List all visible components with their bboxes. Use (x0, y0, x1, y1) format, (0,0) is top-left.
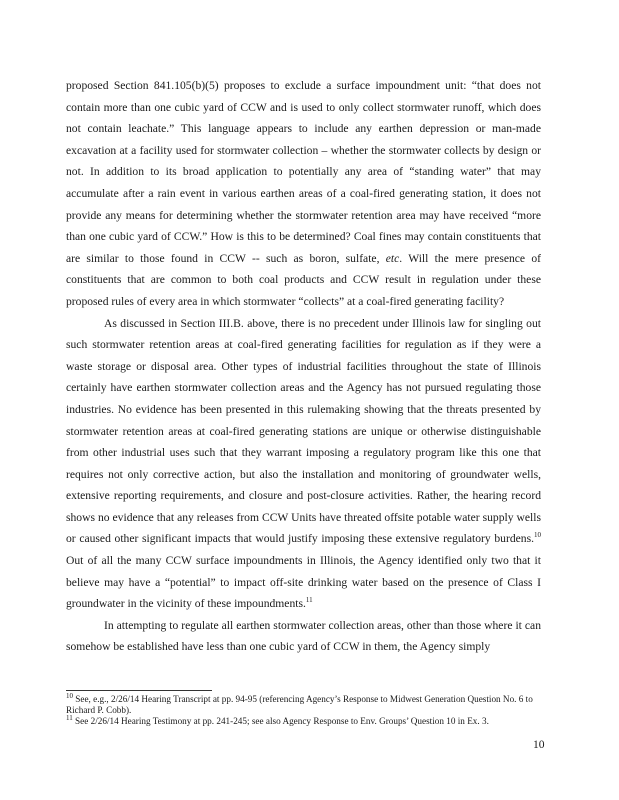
page-number: 10 (533, 738, 545, 751)
paragraph-2-end: Out of all the many CCW surface impoundments in Illinois, the Agency identified only two that it believe may have a “potential” to impact off-site drinking water based on the presence of Class I groundwater in the vicinity of these impoundments. (66, 554, 541, 611)
etc-text: etc (385, 251, 400, 265)
footnote-marker: 11 (66, 714, 73, 723)
paragraph-1 (66, 75, 541, 313)
footnote-text: See 2/26/14 Hearing Testimony at pp. 241-245; see also Agency Response to Env. Groups’ Question 10 in Ex. 3. (72, 716, 489, 727)
footnote-text: See, e.g., 2/26/14 Hearing Transcript at pp. 94-95 (referencing Agency’s Response to Midwest Generation Question No. 6 to Richard P. Cobb). (66, 694, 533, 716)
footnote-ref-10[interactable]: 10 (534, 531, 541, 540)
footnote-11 (66, 716, 541, 727)
footnote-ref-11[interactable]: 11 (305, 596, 313, 605)
paragraph-2 (66, 313, 541, 615)
paragraph-3 (66, 615, 541, 658)
paragraph-2-text: As discussed in Section III.B. above, there is no precedent under Illinois law for singling out such stormwater retention areas at coal-fired generating facilities for regulation as if they were a waste storage or disposal area. Other types of industrial facilities throughout the state of Illinois certainly have earthen stormwater collection areas and the Agency has not pursued regulating those industries. No evidence has been presented in this rulemaking showing that the threats presented by stormwater retention areas at coal-fired generating stations are unique or otherwise distinguishable from other industrial uses such that they warrant imposing a regulatory program like this one that requires not only corrective action, but also the installation and monitoring of groundwater wells, extensive reporting requirements, and closure and post-closure activities. Rather, the hearing record shows no evidence that any releases from CCW Units have threated offsite potable water supply wells or caused other significant impacts that would justify imposing these extensive regulatory burdens. (66, 316, 541, 546)
footnote-divider (66, 690, 212, 691)
paragraph-3-text: In attempting to regulate all earthen stormwater collection areas, other than those where it can somehow be established have less than one cubic yard of CCW in them, the Agency simply (66, 618, 541, 654)
footnotes (66, 691, 541, 728)
body-text (66, 75, 541, 658)
footnote-marker: 10 (66, 691, 73, 700)
paragraph-1-text: proposed Section 841.105(b)(5) proposes to exclude a surface impoundment unit: “that does not contain more than one cubic yard of CCW and is used to only collect stormwater runoff, which does not contain leachate.” This language appears to include any earthen depression or man-made excavation at a facility used for stormwater collection – whether the stormwater collects by design or not. In addition to its broad application to potentially any area of “standing water” that may accumulate after a rain event in various earthen areas of a coal-fired generating station, it does not provide any means for determining whether the stormwater retention area may have received “more than one cubic yard of CCW.” How is this to be determined? Coal fines may contain constituents that are similar to those found in CCW -- such as boron, sulfate, (66, 79, 541, 265)
footnote-10 (66, 691, 541, 716)
paragraph-1-end: . Will the mere presence of constituents that are common to both coal products and CCW result in regulation under these proposed rules of every area in which stormwater “collects” at a coal-fired generating facility? (66, 251, 541, 308)
